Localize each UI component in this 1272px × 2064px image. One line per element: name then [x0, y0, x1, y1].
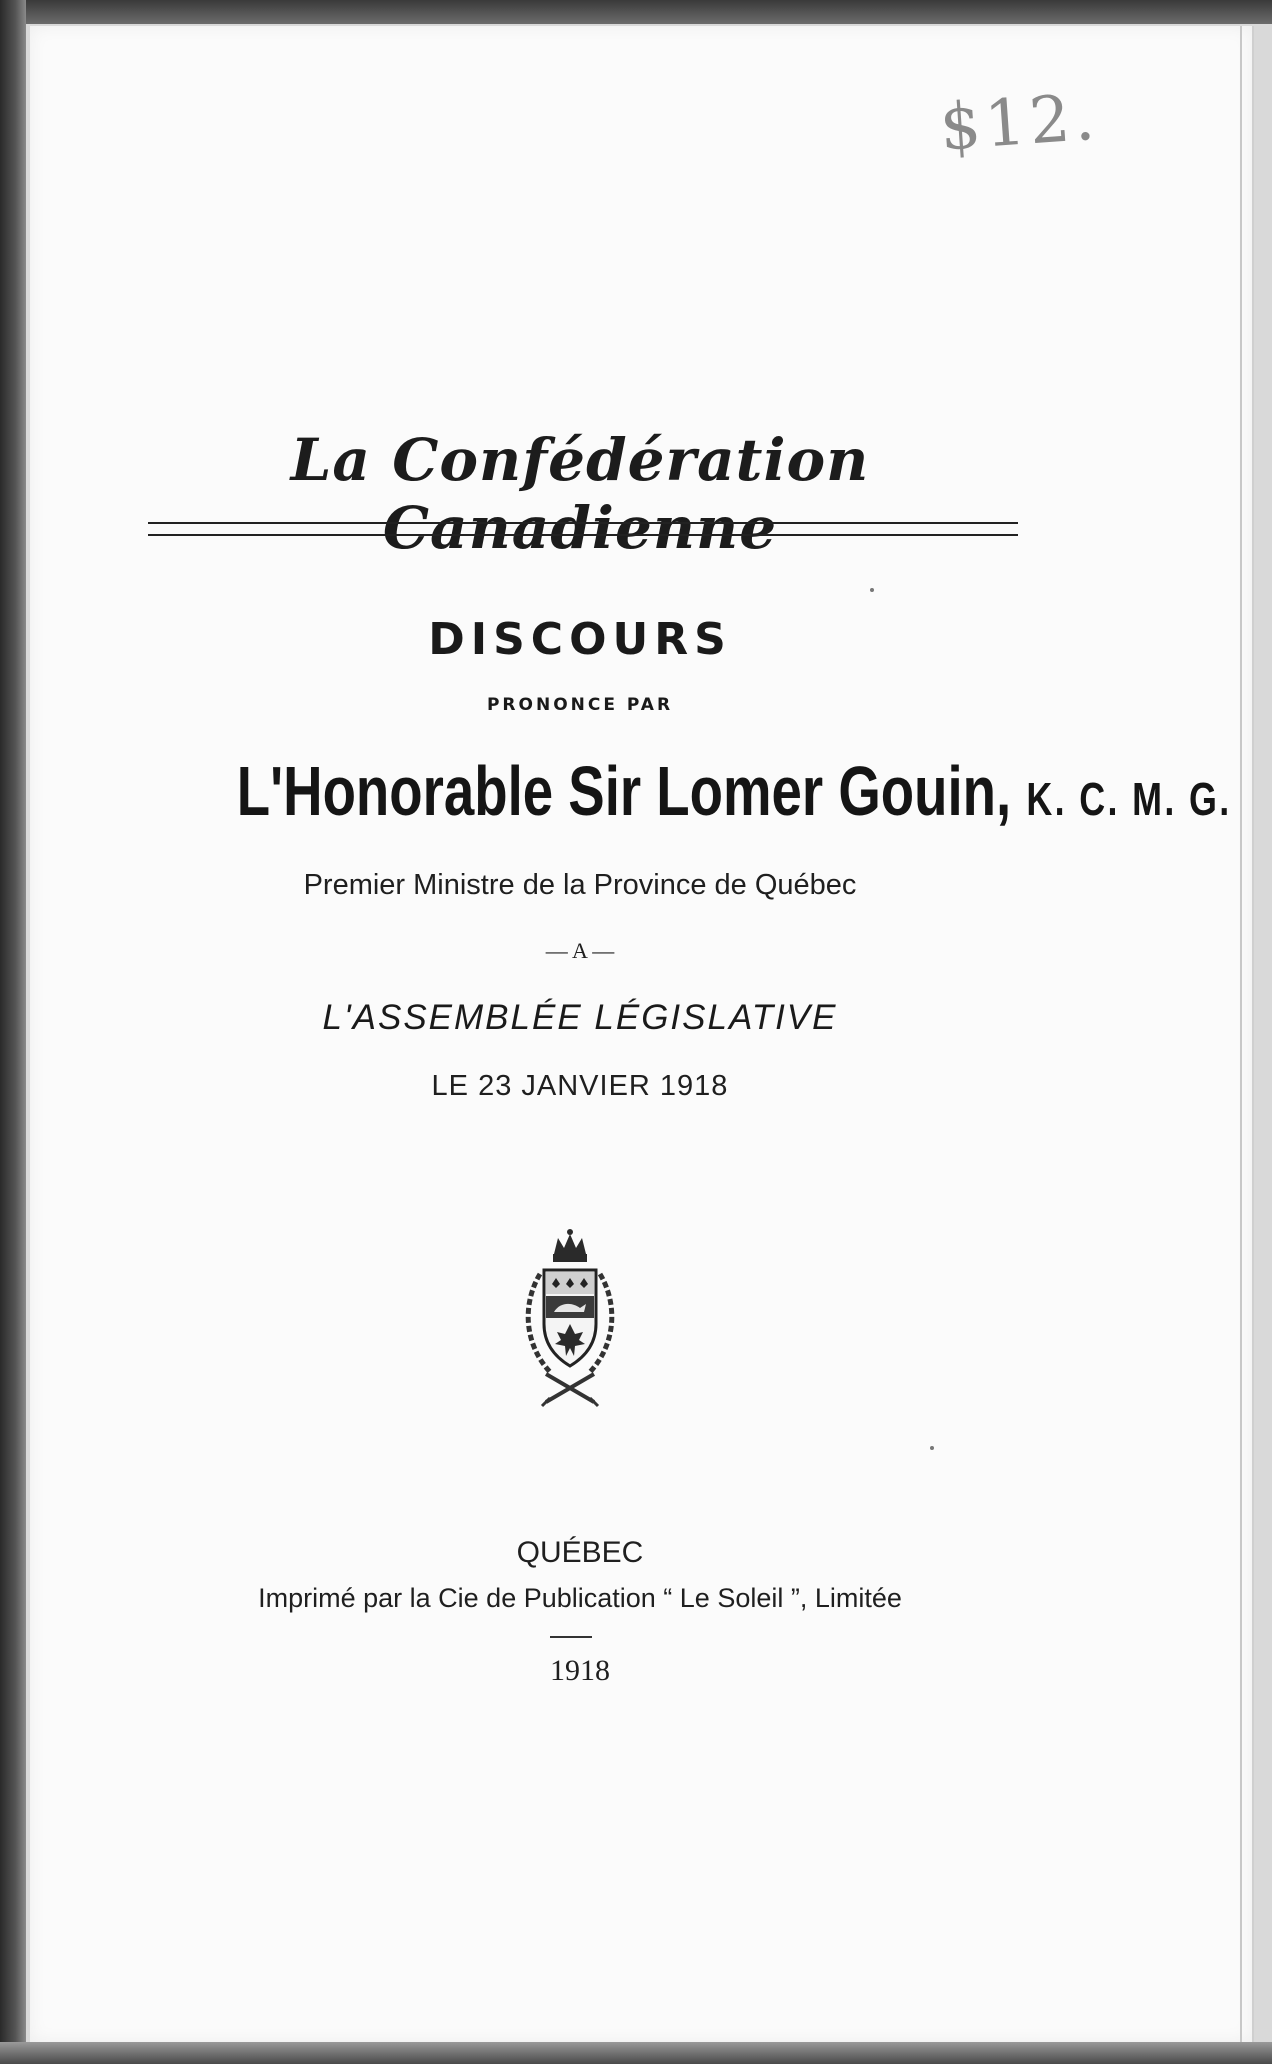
- heading-discours: DISCOURS: [428, 614, 732, 665]
- imprint-city: QUÉBEC: [516, 1536, 644, 1569]
- book-spine-edge: [0, 0, 26, 2064]
- paper-speck: [930, 1446, 934, 1450]
- subheading-prononce: PRONONCE PAR: [486, 695, 674, 715]
- imprint-year: 1918: [550, 1654, 610, 1687]
- assembly-name: L'ASSEMBLÉE LÉGISLATIVE: [322, 998, 838, 1037]
- year-divider: [550, 1636, 592, 1638]
- document-title: La Confédération Canadienne: [290, 426, 870, 562]
- title-page: [30, 26, 1254, 2042]
- speaker-name-line: [236, 751, 1232, 831]
- imprint-printer: Imprimé par la Cie de Publication “ Le Soleil ”, Limitée: [258, 1583, 902, 1613]
- quebec-coat-of-arms-icon: [510, 1224, 630, 1414]
- to-line: — A —: [545, 938, 615, 963]
- speaker-name: L'Honorable Sir Lomer Gouin,: [236, 752, 1012, 830]
- speaker-role: Premier Ministre de la Province de Québec: [303, 869, 857, 901]
- title-double-rule: [148, 522, 1018, 536]
- paper-speck: [870, 588, 874, 592]
- speech-date: LE 23 JANVIER 1918: [431, 1070, 729, 1102]
- scan-bottom-edge: [0, 2042, 1272, 2064]
- handwritten-price-mark: $12.: [937, 80, 1101, 166]
- speaker-honours: K. C. M. G.: [1026, 773, 1232, 825]
- page-edge-line: [1240, 26, 1242, 2042]
- scan-top-edge: [0, 0, 1272, 24]
